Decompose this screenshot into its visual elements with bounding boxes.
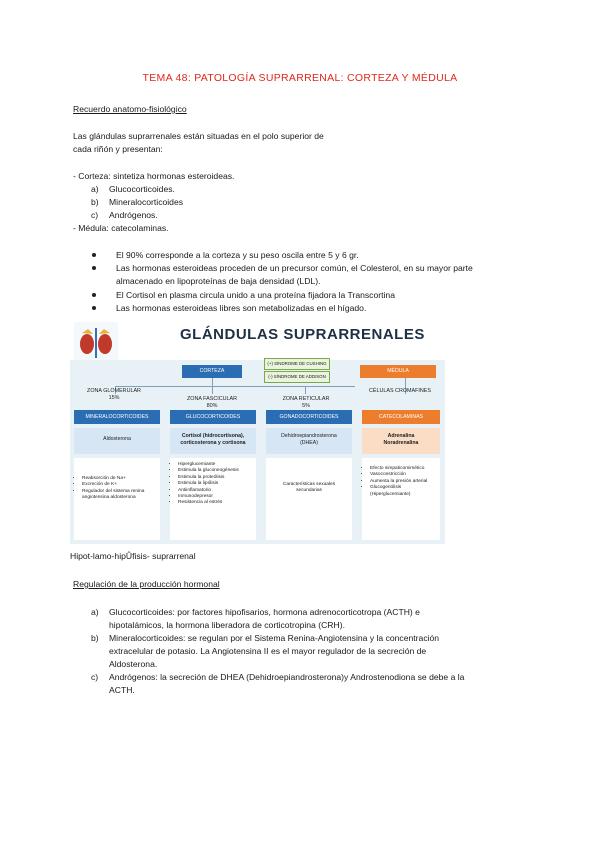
list-text: Glucocorticoides. <box>109 184 175 194</box>
list-label: b) <box>91 633 99 643</box>
adrenal-infographic <box>70 316 445 544</box>
effect-item: • Vasoconstricción <box>370 472 440 478</box>
hormone-name: Adrenalina <box>387 433 415 439</box>
bullet-dot-icon <box>92 266 96 270</box>
effects-catecolaminas <box>362 458 440 540</box>
cortex-line: - Corteza: sintetiza hormonas esteroideas. <box>73 171 235 181</box>
list-label: b) <box>91 197 99 207</box>
intro-line-2: cada riñón y presentan: <box>73 144 163 154</box>
zone-name: ZONA GLOMERULAR <box>87 388 141 394</box>
hormone-name: Aldosterona <box>103 436 131 442</box>
zone-percent: 15% <box>108 395 120 401</box>
bullet-item <box>92 302 532 314</box>
infographic-header <box>70 316 445 360</box>
effect-item: • Glucogenólisis (Hiperglucemiante) <box>370 485 440 498</box>
syndrome-addison-label: (-) SÍNDROME DE ADDISON <box>264 371 330 383</box>
hormone-name: corticosterona y cortisona <box>180 440 246 446</box>
zone-percent: 80% <box>206 403 218 409</box>
bullet-dot-icon <box>92 253 96 257</box>
list-item <box>91 671 531 697</box>
list-item <box>91 183 491 195</box>
zone-label-chromaffin <box>360 388 440 395</box>
infographic-title: GLÁNDULAS SUPRARRENALES <box>180 326 425 343</box>
effect-item: • Estimula la gluconeogénesis <box>178 468 256 474</box>
effects-mineralocorticoides <box>74 458 160 540</box>
bullet-item <box>92 289 532 301</box>
figure-caption: Hipot-lamo-hipÛfisis- suprarrenal <box>70 551 196 561</box>
bullet-text: El 90% corresponde a la corteza y su peso oscila entre 5 y 6 gr. <box>116 250 359 260</box>
bullet-dot-icon <box>92 293 96 297</box>
zone-label-glomerular <box>74 388 154 402</box>
zone-label-reticular <box>264 396 348 410</box>
bullet-dot-icon <box>92 306 96 310</box>
effect-item: • Regulador del sistema renina angiotensina aldosterona <box>82 489 160 502</box>
medulla-line: - Médula: catecolaminas. <box>73 223 169 233</box>
zone-name: ZONA FASCICULAR <box>186 396 238 402</box>
category-gonadocorticoides: GONADOCORTICOIDES <box>266 410 352 424</box>
intro-line-1: Las glándulas suprarrenales están situadas en el polo superior de <box>73 131 324 141</box>
list-text: Andrógenos: la secreción de DHEA (Dehidroepiandrosterona)y Androstenodiona se debe a la <box>109 672 465 682</box>
zone-name: ZONA RETICULAR <box>282 396 330 402</box>
zone-name: CÉLULAS CROMAFINES <box>368 388 431 394</box>
bullet-item <box>92 249 532 261</box>
hormone-aldosterona <box>74 428 160 454</box>
bullet-item <box>92 262 532 288</box>
effect-item: • Aumenta la presión arterial <box>370 479 440 485</box>
list-text: Mineralocorticoides: se regulan por el Sistema Renina-Angiotensina y la concentración <box>109 633 440 643</box>
syndrome-cushing-label: (+) SÍNDROME DE CUSHING <box>264 358 330 370</box>
list-text: Glucocorticoides: por factores hipofisarios, hormona adrenocorticotropa (ACTH) e <box>109 607 420 617</box>
effect-item: • Resistencia al estrés <box>178 500 256 506</box>
list-item <box>91 209 491 221</box>
effects-gonadocorticoides <box>266 458 352 540</box>
effect-item: Características sexuales secundarias <box>282 482 336 494</box>
list-text: hipotalámicos, la hormona liberadora de corticotropina (CRH). <box>109 620 345 630</box>
hormone-name: (DHEA) <box>300 440 318 446</box>
bullet-text: El Cortisol en plasma circula unido a una proteína fijadora la Transcortina <box>116 290 395 300</box>
list-label: c) <box>91 672 99 682</box>
category-catecolaminas: CATECOLAMINAS <box>362 410 440 424</box>
section-heading-anatomy: Recuerdo anatomo-fisiológico <box>73 104 187 114</box>
hormone-name: Noradrenalina <box>383 440 419 446</box>
connector-line <box>115 386 355 387</box>
list-label: a) <box>91 607 99 617</box>
list-text: extracelular de potasio. La Angiotensina II es el mayor regulador de la secreción de <box>109 646 427 656</box>
bullet-text: Las hormonas esteroideas libres son metabolizadas en el hígado. <box>116 303 367 313</box>
list-item <box>91 632 531 671</box>
effect-item: • Antiinflamatorio <box>178 488 256 494</box>
list-text: Aldosterona. <box>109 659 158 669</box>
effect-item: • Reabsorción de Na+ <box>82 476 160 482</box>
connector-line <box>305 386 306 394</box>
hormone-name: Dehidroepiandrosterona <box>281 433 337 439</box>
effect-item: • Hiperglucemiante <box>178 462 256 468</box>
connector-line <box>212 378 213 394</box>
effect-item: • Estimula la lipólisis <box>178 481 256 487</box>
effect-item: • Estimula la proteólisis <box>178 475 256 481</box>
list-item <box>91 606 531 632</box>
section-heading-regulation: Regulación de la producción hormonal <box>73 579 220 589</box>
zone-percent: 5% <box>302 403 310 409</box>
hormone-name: Cortisol (hidrocortisona), <box>181 433 245 439</box>
effect-item: • Efecto simpaticomimético <box>370 466 440 472</box>
hormone-cortisol <box>170 428 256 454</box>
hormone-dhea <box>266 428 352 454</box>
hormone-adrenalina <box>362 428 440 454</box>
bullet-text: Las hormonas esteroideas proceden de un precursor común, el Colesterol, en su mayor parte <box>116 263 473 273</box>
list-label: a) <box>91 184 99 194</box>
bullet-text: almacenado en lipoproteínas de baja densidad (LDL). <box>116 276 321 286</box>
page-title: TEMA 48: PATOLOGÍA SUPRARRENAL: CORTEZA Y MÉDULA <box>142 72 458 84</box>
list-text: Mineralocorticoides <box>109 197 184 207</box>
category-glucocorticoides: GLUCOCORTICOIDES <box>170 410 256 424</box>
list-text: Andrógenos. <box>109 210 158 220</box>
list-label: c) <box>91 210 99 220</box>
list-item <box>91 196 491 208</box>
list-text: ACTH. <box>109 685 135 695</box>
zone-label-fascicular <box>170 396 254 410</box>
corteza-header: CORTEZA <box>182 365 242 378</box>
kidney-icon <box>74 322 118 360</box>
effect-item: • Inmunodepresor <box>178 494 256 500</box>
effect-item: • Excreción de K+ <box>82 482 160 488</box>
medula-header: MÉDULA <box>360 365 436 378</box>
effects-glucocorticoides <box>170 458 256 540</box>
category-mineralocorticoides: MINERALOCORTICOIDES <box>74 410 160 424</box>
